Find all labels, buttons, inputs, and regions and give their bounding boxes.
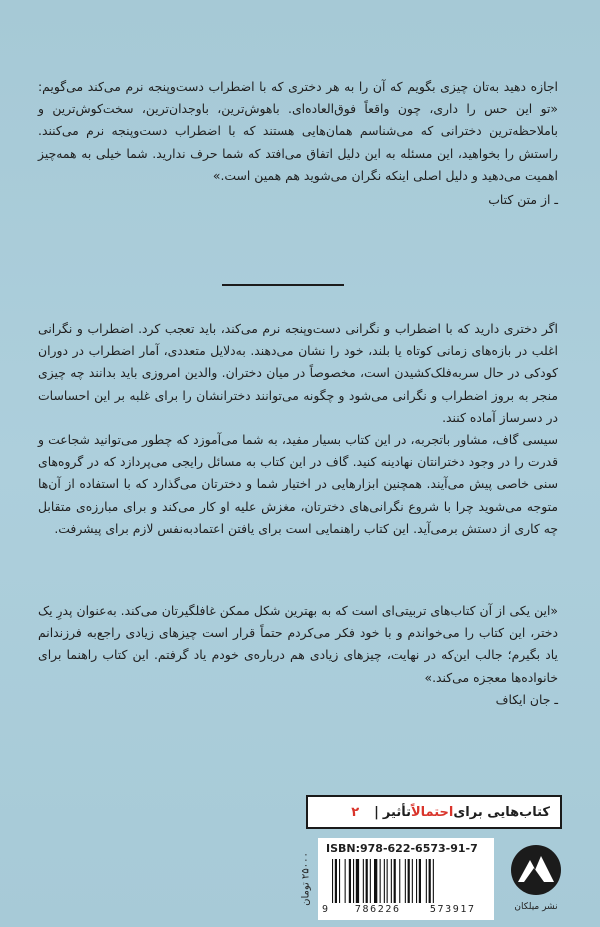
description-paragraph-2: سیسی گاف، مشاور باتجربه، در این کتاب بسیار مفید، به شما می‌آموزد که چطور می‌توانید شجاعت و قدرت را در وجود دخترانتان نهادینه کنید. گاف در این کتاب به مسائل رایجی می‌پردازد که در گروه‌های سنی خاصی پیش می‌آیند. همچنین ابزارهایی در اختیار شما و دخترتان می‌گذارد که با استفاده از آن‌ها متوجه می‌شوید چرا با شروع نگرانی‌های دخترتان، مغزش علیه او کار می‌کند و برای مبارزه‌ی متقابل چه کاری از دستش برمی‌آید. این کتاب راهنمایی است برای یافتن اعتمادبه‌نفس لازم برای پیشرفت. bbox=[38, 432, 558, 536]
endorsement-author: ـ جان ایکاف bbox=[495, 691, 558, 707]
barcode-panel bbox=[318, 838, 494, 920]
series-number: ۲ bbox=[351, 804, 360, 820]
price-text: ۲۵۰۰۰ تومان bbox=[300, 852, 312, 906]
barcode-digits bbox=[322, 904, 490, 915]
series-accent: احتمالاً bbox=[410, 804, 454, 820]
publisher-logo-icon bbox=[510, 842, 562, 902]
isbn-text: ISBN:978-622-6573-91-7 bbox=[326, 842, 478, 855]
endorsement-text: «این یکی از آن کتاب‌های تربیتی‌ای است که به بهترین شکل ممکن غافلگیرتان می‌کند. به‌عنوان پدرِ یک دختر، این کتاب را می‌خواندم و با خود فکر می‌کردم حتماً قرار است چیزهای زیادی راجع‌به فرزندانم یاد بگیرم؛ جالب این‌که در نهایت، چیزهای زیادی هم درباره‌ی خودم یاد گرفتم. این کتاب راهنما برای خانواده‌ها معجزه می‌کند.» bbox=[38, 603, 558, 685]
quote-paragraph: اجازه دهید به‌تان چیزی بگویم که آن را به هر دختری که با اضطراب دست‌وپنجه نرم می‌کند می‌گویم: «تو این حس را داری، چون واقعاً فوق‌العاده‌ای. باهوش‌ترین، باوجدان‌ترین، سخت‌کوش‌ترین و باملاحظه‌ترین دخترانی که می‌شناسم همان‌هایی هستند که با اضطراب دست‌وپنجه نرم می‌کنند. راستش را بخواهید، این مسئله به این دلیل اتفاق می‌افتد که شما حرف ندارید. شما خیلی به همه‌چیز اهمیت می‌دهید و دلیل اصلی اینکه نگران می‌شوید هم همین است.» bbox=[38, 79, 558, 183]
description-paragraph-1: اگر دختری دارید که با اضطراب و نگرانی دست‌وپنجه نرم می‌کند، باید تعجب کرد. اضطراب و نگرانی اغلب در بازه‌های زمانی کوتاه یا بلند، خود را نشان می‌دهند. به‌دلایل متعددی، آمار اضطراب در دوران کودکی در حال سربه‌فلک‌کشیدن است، مخصوصاً در میان دختران. والدین امروزی باید بدانند چه چیزی منجر به بروز اضطراب و نگرانی می‌شود و چگونه می‌توانند دخترانشان را برای غلبه بر این احساسات در دسرساز آماده کنند. bbox=[38, 321, 558, 425]
section-divider bbox=[222, 284, 344, 286]
series-prefix: کتاب‌هایی برای bbox=[453, 804, 550, 820]
series-suffix: تأثیر bbox=[382, 804, 411, 820]
price-label bbox=[296, 840, 316, 918]
barcode-group-2: 573917 bbox=[429, 904, 476, 915]
quote-source: ـ از متن کتاب bbox=[488, 192, 558, 208]
barcode-first-digit: 9 bbox=[322, 904, 330, 915]
excerpt-quote bbox=[38, 76, 558, 211]
barcode-group-1: 786226 bbox=[354, 904, 401, 915]
endorsement bbox=[38, 600, 558, 711]
series-label: کتاب‌هایی برای احتمالاً تأثیر | ۲ bbox=[306, 795, 562, 829]
book-description bbox=[38, 318, 558, 540]
barcode-icon bbox=[330, 859, 482, 903]
publisher-name: نشر میلکان bbox=[514, 902, 558, 912]
